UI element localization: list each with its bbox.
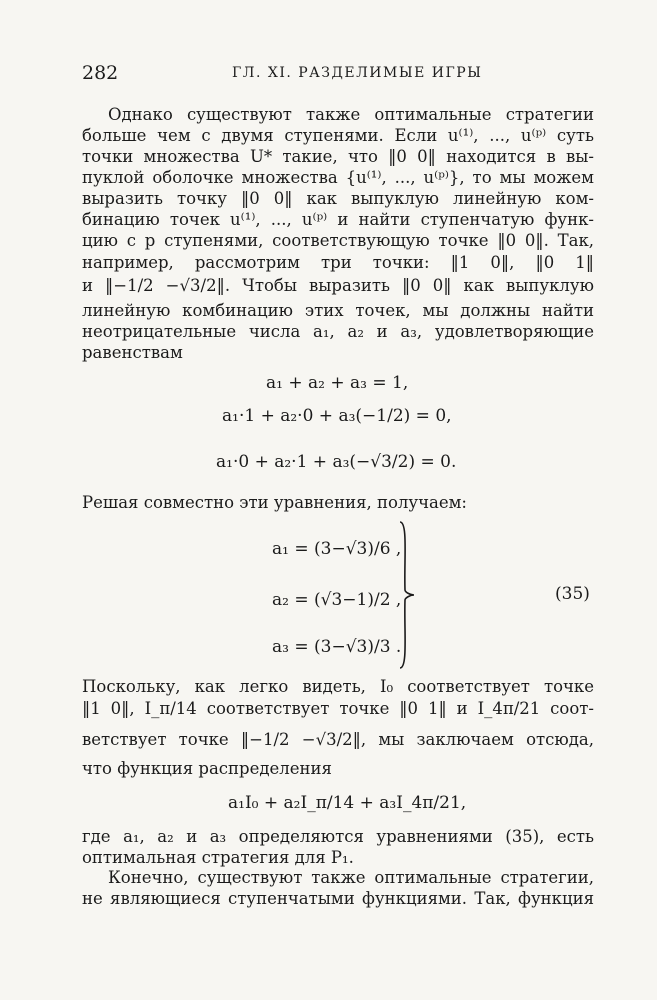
equation-number: (35) — [555, 584, 590, 604]
equation-sum: a₁ + a₂ + a₃ = 1, — [266, 373, 409, 393]
text-line: например, рассмотрим три точки: ‖1 0‖, ‖0 1‖ — [82, 253, 594, 272]
text-line: оптимальная стратегия для P₁. — [82, 848, 354, 867]
text-line: неотрицательные числа a₁, a₂ и a₃, удовлетворяющие — [82, 322, 594, 341]
text-line: точки множества U* такие, что ‖0 0‖ находится в вы- — [82, 147, 594, 166]
solution-a2: a₂ = (√3−1)/2 , — [272, 590, 402, 610]
text-line: равенствам — [82, 343, 183, 362]
text-line: бинацию точек u⁽¹⁾, ..., u⁽ᵖ⁾ и найти ступенчатую функ- — [82, 210, 594, 229]
text-line: ‖1 0‖, I_π/14 соответствует точке ‖0 1‖ и I_4π/21 соот- — [82, 699, 594, 718]
page-header — [82, 62, 592, 86]
distribution-function: a₁I₀ + a₂I_π/14 + a₃I_4π/21, — [228, 793, 467, 813]
text-line: где a₁, a₂ и a₃ определяются уравнениями (35), есть — [82, 827, 594, 846]
text-line: что функция распределения — [82, 759, 332, 778]
text-line: Поскольку, как легко видеть, I₀ соответствует точке — [82, 677, 594, 696]
solution-a3: a₃ = (3−√3)/3 . — [272, 637, 402, 657]
text-line: Решая совместно эти уравнения, получаем: — [82, 493, 467, 512]
text-line: Конечно, существуют также оптимальные стратегии, — [108, 868, 594, 887]
equation-second-coordinate: a₁·0 + a₂·1 + a₃(−√3/2) = 0. — [216, 452, 457, 472]
text-line: пуклой оболочке множества {u⁽¹⁾, ..., u⁽ᵖ⁾}, то мы можем — [82, 168, 594, 187]
text-line: и ‖−1/2 −√3/2‖. Чтобы выразить ‖0 0‖ как выпуклую — [82, 276, 594, 295]
text-line: цию с p ступенями, соответствующую точке ‖0 0‖. Так, — [82, 231, 594, 250]
text-line: не являющиеся ступенчатыми функциями. Так, функция — [82, 889, 594, 908]
solution-a1: a₁ = (3−√3)/6 , — [272, 539, 402, 559]
text-line: выразить точку ‖0 0‖ как выпуклую линейную ком- — [82, 189, 594, 208]
page-number: 282 — [82, 62, 119, 84]
right-brace — [396, 520, 420, 670]
text-line: ветствует точке ‖−1/2 −√3/2‖, мы заключаем отсюда, — [82, 730, 594, 749]
text-line: линейную комбинацию этих точек, мы должны найти — [82, 301, 594, 320]
text-line: Однако существуют также оптимальные стратегии — [108, 105, 594, 124]
running-title: ГЛ. XI. РАЗДЕЛИМЫЕ ИГРЫ — [232, 65, 483, 81]
text-line: больше чем с двумя ступенями. Если u⁽¹⁾, ..., u⁽ᵖ⁾ суть — [82, 126, 594, 145]
equation-first-coordinate: a₁·1 + a₂·0 + a₃(−1/2) = 0, — [222, 406, 452, 426]
